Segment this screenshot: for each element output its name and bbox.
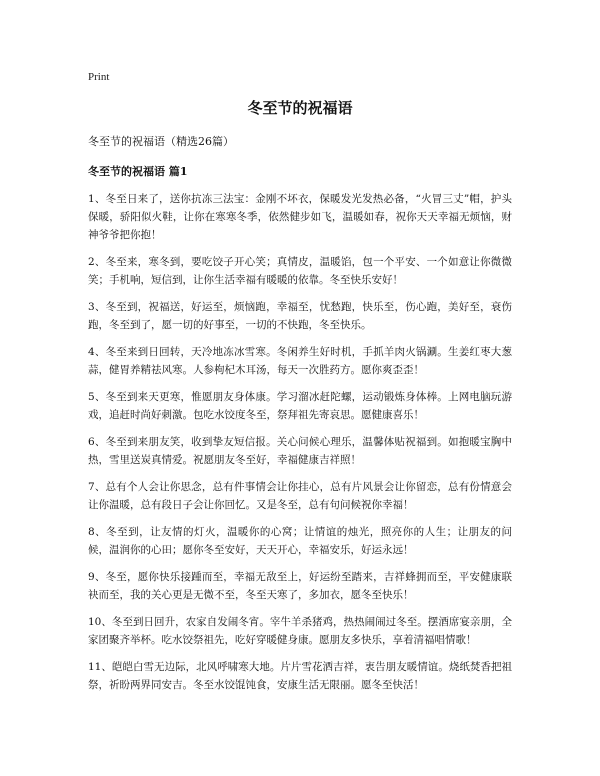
page-subtitle: 冬至节的祝福语（精选26篇） <box>88 135 234 148</box>
paragraph: 6、冬至到来朋友笑，收到挚友短信报。关心问候心理乐，温馨体贴祝福到。如抱暖宝胸中热，雪里送炭真情爱。祝愿朋友冬至好，幸福健康吉祥照！ <box>88 436 512 466</box>
paragraph: 2、冬至来，寒冬到，要吃饺子开心笑；真情皮，温暖馅，包一个平安、一个如意让你微微笑；手机响，短信到，让你生活幸福有暖暖的依靠。冬至快乐安好！ <box>88 256 512 286</box>
paragraph: 9、冬至，愿你快乐接踵而至，幸福无敌至上，好运纷至踏来，吉祥蜂拥而至，平安健康联袂而至，我的关心更是无微不至，冬至天寒了，多加衣，愿冬至快乐！ <box>88 571 512 601</box>
paragraph: 7、总有个人会让你思念，总有件事情会让你挂心，总有片风景会让你留恋，总有份情意会让你温暖，总有段日子会让你回忆。又是冬至，总有句问候祝你幸福！ <box>88 481 512 511</box>
paragraph: 1、冬至日来了，送你抗冻三法宝：金刚不坏衣，保暖发光发热必备，“火冒三丈”帽，护头保暖，骄阳似火鞋，让你在寒寒冬季，依然健步如飞，温暖如春，祝你天天幸福无烦恼，财神爷爷把你抱！ <box>88 193 512 241</box>
paragraph: 11、皑皑白雪无边际，北风呼啸寒大地。片片雪花洒吉祥，衷告朋友暖情谊。烧纸焚香把祖祭，祈盼两界同安吉。冬至水饺馄饨食，安康生活无限丽。愿冬至快活！ <box>88 661 512 691</box>
section-heading: 冬至节的祝福语 篇1 <box>88 165 188 178</box>
paragraph: 3、冬至到，祝福送，好运至，烦恼跑，幸福至，忧愁跑，快乐至，伤心跑，美好至，衰伤跑，冬至到了，愿一切的好事至，一切的不快跑，冬至快乐。 <box>88 301 512 331</box>
paragraph: 4、冬至来到日回转，天冷地冻冰雪寒。冬闲养生好时机，手抓羊肉火锅涮。生姜红枣大葱蒜，健胃养精祛风寒。人参枸杞木耳汤，每天一次胜药方。愿你爽歪歪！ <box>88 346 512 376</box>
page-title: 冬至节的祝福语 <box>247 99 353 117</box>
paragraph: 5、冬至到来天更寒，惟愿朋友身体康。学习溜冰赶陀螺，运动锻炼身体棒。上网电脑玩游戏，追赶时尚好刺激。包吃水饺度冬至，祭拜祖先寄哀思。愿健康喜乐！ <box>88 391 512 421</box>
print-link[interactable]: Print <box>88 71 110 83</box>
paragraph-list <box>88 190 512 694</box>
paragraph: 10、冬至到日回升，农家自发闹冬宵。宰牛羊杀猪鸡，热热闹闹过冬至。摆酒席宴亲朋，全家团聚齐举杯。吃水饺祭祖先，吃好穿暖健身康。愿朋友多快乐，享着清福唱情歌！ <box>88 616 512 646</box>
paragraph: 8、冬至到，让友情的灯火，温暖你的心窝；让情谊的烛光，照亮你的人生；让朋友的问候，温润你的心田；愿你冬至安好，天天开心，幸福安乐，好运永远！ <box>88 526 512 556</box>
